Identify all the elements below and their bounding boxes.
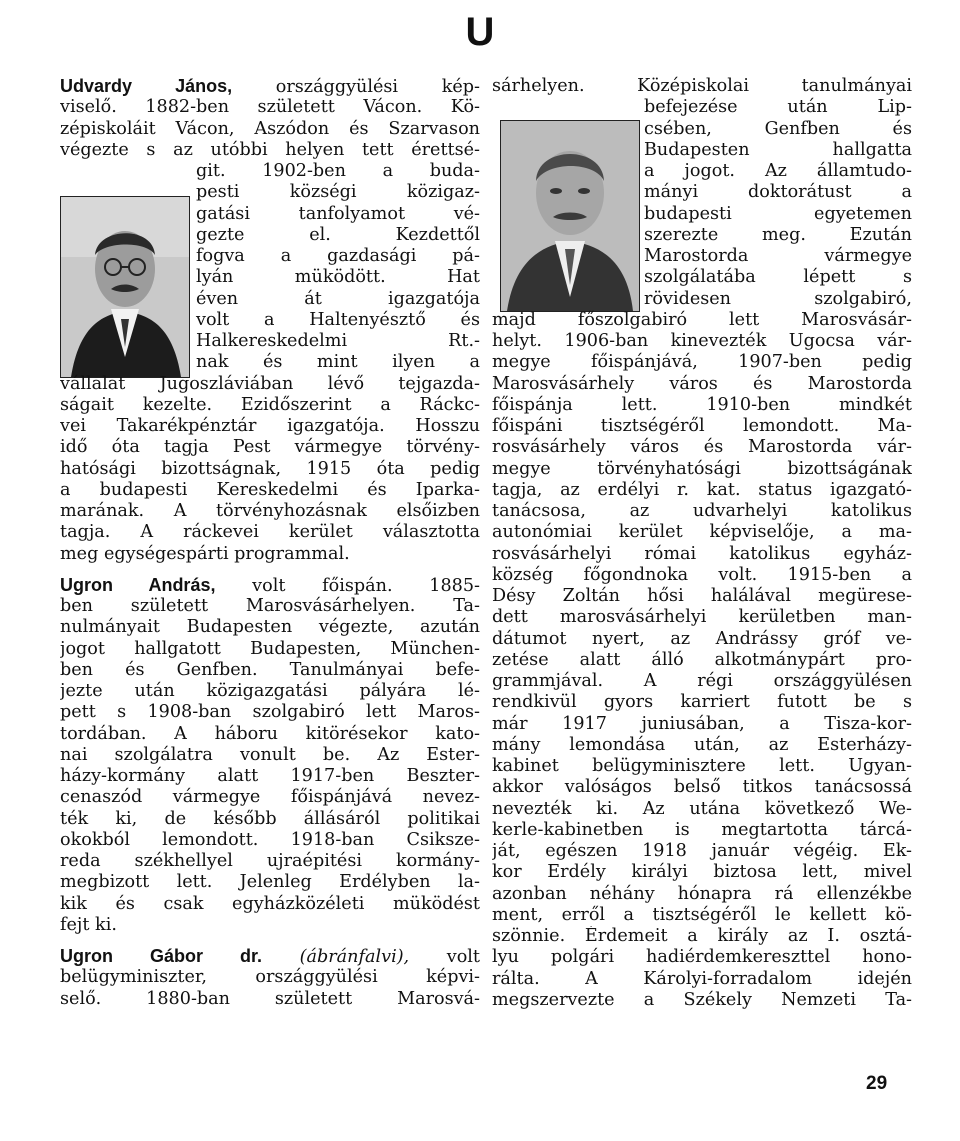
text-line: megye törvényhatósági bizottságának (492, 458, 912, 479)
text-line: Marosvásárhely város és Marostorda (492, 373, 912, 394)
text-line: megszervezte a Székely Nemzeti Ta- (492, 989, 912, 1010)
text-line: akkor valóságos belső titkos tanácsossá (492, 777, 912, 798)
page-number: 29 (866, 1073, 888, 1094)
text-line: szönnie. Érdemeit a király az I. osztá- (492, 926, 912, 946)
text-line: lyán müködött. Hat (196, 267, 480, 288)
text-column-right (492, 76, 912, 1011)
text-line: nai szolgálatra vonult be. Az Ester- (60, 744, 480, 765)
text-line: hatósági bizottságnak, 1915 óta pedig (60, 458, 480, 479)
text-line: git. 1902-ben a buda- (196, 161, 480, 181)
text-line: tordában. A háboru kitörésekor kato- (60, 723, 480, 744)
text-line: zetése alatt álló alkotmánypárt pro- (492, 649, 912, 670)
section-letter: U (465, 10, 495, 54)
text-line: ságait kezelte. Ezidőszerint a Ráckc- (60, 394, 480, 415)
text-line: rosvásárhelyi római katolikus egyház- (492, 543, 912, 564)
entry-text: országgyülési kép- (232, 77, 480, 97)
text-line: pesti községi közigaz- (196, 182, 480, 203)
text-line: tagja. A ráckevei kerület választotta (60, 522, 480, 543)
text-line: a budapesti Kereskedelmi és Iparka- (60, 479, 480, 500)
text-line: reda székhellyel ujraépitési kormány- (60, 851, 480, 871)
entry-name: Ugron András, (60, 574, 216, 595)
text-line: főispáni tisztségéről lemondott. Ma- (492, 416, 912, 436)
text-line: mányi doktorátust a (644, 182, 912, 203)
text-line: vállalat Jugoszláviában lévő tejgazda- (60, 373, 480, 394)
text-line: helyt. 1906-ban kinevezték Ugocsa vár- (492, 331, 912, 351)
text-line: meg egységespárti programmal. (60, 543, 350, 564)
text-line: marának. A törvényhozásnak elsőizben (60, 501, 480, 521)
text-line: Budapesten hallgatta (644, 139, 912, 160)
entry-name: Ugron Gábor dr. (60, 946, 263, 966)
text-line: budapesti egyetemen (644, 203, 912, 224)
text-line: dátumot nyert, az Andrássy gróf ve- (492, 628, 912, 649)
text-line: csében, Genfben és (644, 118, 912, 139)
text-line: lyu polgári hadiérdemkereszttel hono- (492, 947, 912, 968)
text-line: rálta. A Károlyi-forradalom idején (492, 968, 912, 989)
text-line: nak és mint ilyen a (196, 352, 480, 373)
text-line: befejezése után Lip- (644, 97, 912, 118)
text-line: rövidesen szolgabiró, (644, 288, 912, 309)
text-line: selő. 1880-ban született Marosvá- (60, 988, 480, 1009)
text-line: rendkivül gyors karriert futott be s (492, 692, 912, 713)
text-line: szolgálatába lépett s (644, 267, 912, 288)
text-line: pett s 1908-ban szolgabiró lett Maros- (60, 702, 480, 723)
text-line: kor Erdély királyi biztosa lett, mivel (492, 862, 912, 883)
text-line: Marostorda vármegye (644, 246, 912, 266)
text-line (60, 575, 480, 596)
text-line: cenaszód vármegye főispánjává nevez- (60, 787, 480, 808)
text-line: nulmányait Budapesten végezte, azután (60, 617, 480, 638)
text-line: jogot hallgatott Budapesten, München- (60, 638, 480, 659)
entry-epithet: (ábránfalvi), (262, 947, 410, 967)
text-line: végezte s az utóbbi helyen tett érettsé- (60, 139, 480, 160)
entry-text: volt (409, 947, 480, 967)
text-line: főispánja lett. 1910-ben mindkét (492, 394, 912, 415)
text-line: megbizott lett. Jelenleg Erdélyben la- (60, 872, 480, 893)
text-line: gatási tanfolyamot vé- (196, 203, 480, 224)
text-line: ték ki, de később állásáról politikai (60, 808, 480, 829)
text-line: idő óta tagja Pest vármegye törvény- (60, 437, 480, 458)
text-line: Désy Zoltán hősi halálával megürese- (492, 586, 912, 606)
text-line: belügyminiszter, országgyülési képvi- (60, 967, 480, 988)
text-line: nevezték ki. Az utána következő We- (492, 798, 912, 819)
text-line: ment, erről a tisztségéről le kellett kö- (492, 904, 912, 925)
text-line: község főgondnoka volt. 1915-ben a (492, 564, 912, 585)
text-line: zépiskoláit Vácon, Aszódon és Szarvason (60, 118, 480, 139)
text-line: tanácsosa, az udvarhelyi katolikus (492, 501, 912, 521)
text-line: jezte után közigazgatási pályára lé- (60, 681, 480, 701)
text-line: mány lemondása után, az Esterházy- (492, 734, 912, 755)
entry-name: Udvardy János, (60, 76, 233, 96)
text-line: majd főszolgabiró lett Marosvásár- (492, 309, 912, 330)
text-line: házy-kormány alatt 1917-ben Beszter- (60, 766, 480, 786)
text-line: vei Takarékpénztár igazgatója. Hosszu (60, 416, 480, 436)
text-line: gezte el. Kezdettől (196, 224, 480, 245)
text-line: autonómiai kerület képviselője, a ma- (492, 522, 912, 543)
text-line (60, 76, 480, 97)
text-line: ját, egészen 1918 január végéig. Ek- (492, 841, 912, 861)
text-line: ben és Genfben. Tanulmányai befe- (60, 659, 480, 680)
text-line: Halkereskedelmi Rt.- (196, 331, 480, 351)
text-line: rosvásárhely város és Marostorda vár- (492, 437, 912, 458)
text-line: már 1917 juniusában, a Tisza-kor- (492, 713, 912, 734)
text-column-left (60, 76, 480, 1010)
text-line: megye főispánjává, 1907-ben pedig (492, 352, 912, 373)
text-line: viselő. 1882-ben született Vácon. Kö- (60, 97, 480, 118)
text-line: éven át igazgatója (196, 288, 480, 309)
text-line: tagja, az erdélyi r. kat. status igazgató- (492, 479, 912, 500)
text-line: ben született Marosvásárhelyen. Ta- (60, 596, 480, 616)
text-line: grammjával. A régi országgyülésen (492, 671, 912, 691)
text-line: szerezte meg. Ezután (644, 224, 912, 245)
text-line: kerle-kabinetben is megtartotta tárcá- (492, 819, 912, 840)
text-line: kabinet belügyminisztere lett. Ugyan- (492, 756, 912, 776)
text-line: volt a Haltenyésztő és (196, 309, 480, 330)
text-line: a jogot. Az államtudo- (644, 161, 912, 181)
paragraph-gap (60, 565, 480, 575)
text-line: fogva a gazdasági pá- (196, 246, 480, 266)
entry-text: volt főispán. 1885- (215, 575, 480, 596)
text-line (60, 946, 480, 967)
paragraph-gap (60, 936, 480, 946)
text-line: dett marosvásárhelyi kerületben man- (492, 607, 912, 628)
text-line: azonban néhány hónapra rá ellenzékbe (492, 883, 912, 904)
text-line: fejt ki. (60, 914, 117, 935)
text-line: okokból lemondott. 1918-ban Csiksze- (60, 829, 480, 850)
text-line: sárhelyen. Középiskolai tanulmányai (492, 76, 912, 96)
text-line: kik és csak egyházközéleti müködést (60, 893, 480, 914)
